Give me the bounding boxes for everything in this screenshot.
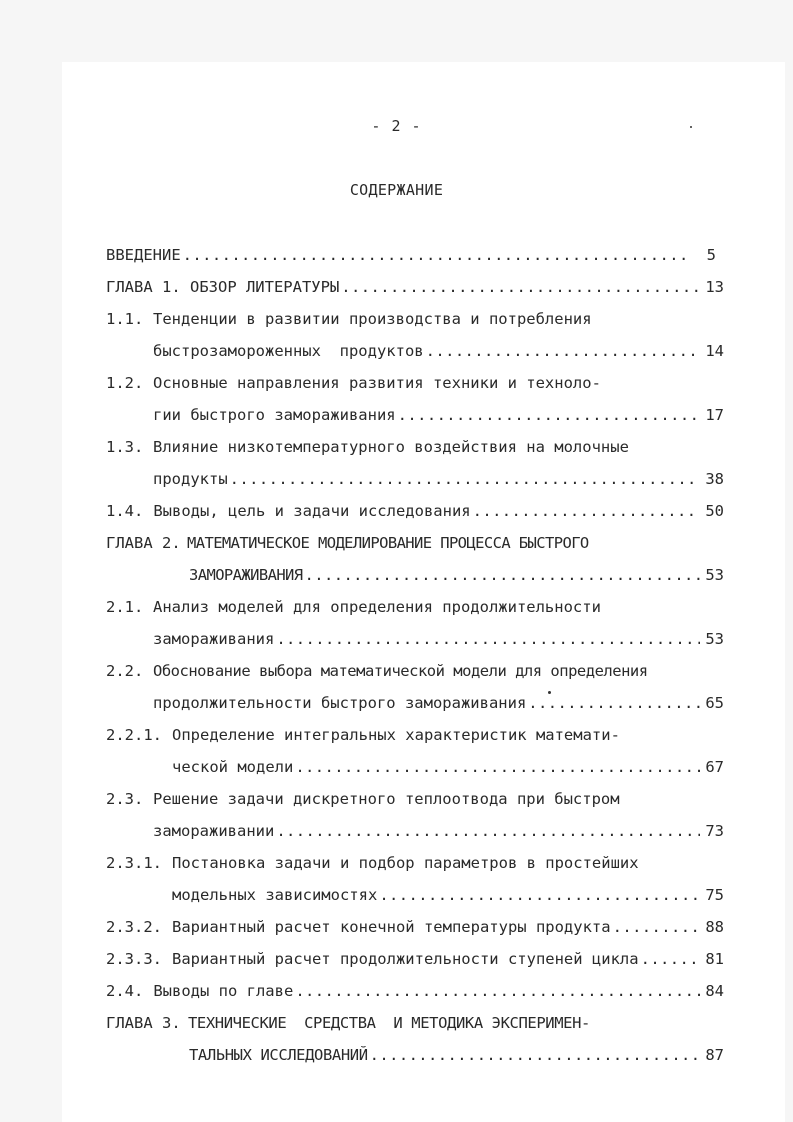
toc-entry-text: Тенденции в развитии производства и потребления [153, 310, 592, 328]
toc-entry-2-2-line2 [153, 692, 724, 714]
toc-entry-chapter-2-line2 [189, 564, 724, 586]
toc-entry-page: 50 [705, 502, 724, 520]
toc-entry-num: 1.1. [106, 310, 144, 328]
toc-entry-1-1-line1 [106, 308, 592, 330]
toc-entry-text: Влияние низкотемпературного воздействия на молочные [153, 438, 629, 456]
toc-entry-num: 1.3. [106, 438, 144, 456]
toc-entry-page: 87 [705, 1046, 724, 1064]
toc-entry-text: ЗАМОРАЖИВАНИЯ [189, 566, 303, 584]
toc-entry-text: замораживания [153, 630, 275, 648]
toc-entry-text: Обоснование выбора математической модели для определения [153, 662, 648, 680]
toc-entry-page: 65 [705, 694, 724, 712]
toc-entry-text: ТАЛЬНЫХ ИССЛЕДОВАНИЙ [189, 1046, 368, 1064]
toc-entry-page: 5 [706, 246, 716, 264]
toc-entry-chapter-3-line1 [106, 1012, 590, 1034]
toc-entry-text: модельных зависимостях [172, 886, 378, 904]
toc-entry-page: 38 [705, 470, 724, 488]
toc-entry-text: гии быстрого замораживания [153, 406, 396, 424]
scan-speck [690, 126, 692, 128]
toc-entry-2-1-line1 [106, 596, 601, 618]
toc-entry-page: 17 [705, 406, 724, 424]
toc-entry-intro [106, 244, 716, 266]
toc-entry-page: 13 [705, 278, 724, 296]
toc-entry-num: 2.2. [106, 662, 144, 680]
toc-entry-1-3-line2 [153, 468, 724, 490]
toc-entry-2-4 [106, 980, 724, 1002]
toc-entry-num: 2.4. [106, 982, 144, 1000]
toc-entry-text: Вариантный расчет продолжительности ступеней цикла [172, 950, 639, 968]
toc-entry-2-3-3 [106, 948, 724, 970]
toc-entry-2-3-1-line2 [172, 884, 724, 906]
toc-entry-2-2-1-line2 [172, 756, 724, 778]
toc-entry-num: 2.2.1. [106, 726, 162, 744]
toc-entry-num: 2.3. [106, 790, 144, 808]
toc-entry-text: Вариантный расчет конечной температуры продукта [172, 918, 611, 936]
toc-entry-page: 53 [705, 566, 724, 584]
toc-entry-text: Выводы, цель и задачи исследования [153, 502, 471, 520]
toc-entry-num: 2.3.1. [106, 854, 162, 872]
toc-entry-2-3-line1 [106, 788, 620, 810]
toc-title: СОДЕРЖАНИЕ [349, 181, 444, 199]
toc-entry-text: Выводы по главе [153, 982, 294, 1000]
toc-entry-page: 14 [705, 342, 724, 360]
toc-entry-1-1-line2 [153, 340, 724, 362]
toc-entry-num: 2.3.3. [106, 950, 162, 968]
toc-entry-chapter-1 [106, 276, 724, 298]
toc-entry-page: 81 [705, 950, 724, 968]
scan-speck [548, 691, 551, 694]
toc-entry-1-2-line1 [106, 372, 601, 394]
toc-entry-num: 2.1. [106, 598, 144, 616]
toc-entry-text: продолжительности быстрого замораживания [153, 694, 527, 712]
toc-entry-text: Основные направления развития техники и техноло- [153, 374, 601, 392]
toc-entry-2-3-1-line1 [106, 852, 639, 874]
toc-entry-chapter-2-line1 [106, 532, 589, 554]
toc-entry-page: 84 [705, 982, 724, 1000]
toc-entry-text: ТЕХНИЧЕСКИЕ СРЕДСТВА И МЕТОДИКА ЭКСПЕРИМЕН- [188, 1014, 590, 1032]
toc-entry-num: 1.4. [106, 502, 144, 520]
toc-entry-1-4 [106, 500, 724, 522]
toc-entry-text: замораживании [153, 822, 275, 840]
toc-entry-2-2-1-line1 [106, 724, 620, 746]
toc-entry-num: 1.2. [106, 374, 144, 392]
toc-entry-num: 2.3.2. [106, 918, 162, 936]
toc-entry-text: Анализ моделей для определения продолжительности [153, 598, 601, 616]
toc-entry-text: ВВЕДЕНИЕ [106, 246, 181, 264]
toc-entry-page: 88 [705, 918, 724, 936]
toc-entry-1-3-line1 [106, 436, 629, 458]
toc-entry-2-2-line1 [106, 660, 648, 682]
toc-entry-text: ческой модели [172, 758, 294, 776]
toc-entry-text: Постановка задачи и подбор параметров в простейших [172, 854, 639, 872]
toc-entry-page: 73 [705, 822, 724, 840]
toc-entry-text: ГЛАВА 1. ОБЗОР ЛИТЕРАТУРЫ [106, 278, 340, 296]
toc-entry-chapter-3-line2 [189, 1044, 724, 1066]
toc-entry-1-2-line2 [153, 404, 724, 426]
toc-entry-text: продукты [153, 470, 228, 488]
toc-entry-num: ГЛАВА 3. [106, 1014, 181, 1032]
toc-entry-text: быстрозамороженных продуктов [153, 342, 424, 360]
toc-entry-text: МАТЕМАТИЧЕСКОЕ МОДЕЛИРОВАНИЕ ПРОЦЕССА БЫСТРОГО [187, 534, 589, 552]
toc-entry-text: Определение интегральных характеристик математи- [172, 726, 620, 744]
toc-entry-page: 53 [705, 630, 724, 648]
toc-entry-2-1-line2 [153, 628, 724, 650]
toc-entry-num: ГЛАВА 2. [106, 534, 181, 552]
toc-entry-page: 75 [705, 886, 724, 904]
toc-entry-text: Решение задачи дискретного теплоотвода при быстром [153, 790, 620, 808]
toc-entry-2-3-line2 [153, 820, 724, 842]
toc-entry-2-3-2 [106, 916, 724, 938]
page-number: - 2 - [371, 117, 422, 135]
toc-entry-page: 67 [705, 758, 724, 776]
